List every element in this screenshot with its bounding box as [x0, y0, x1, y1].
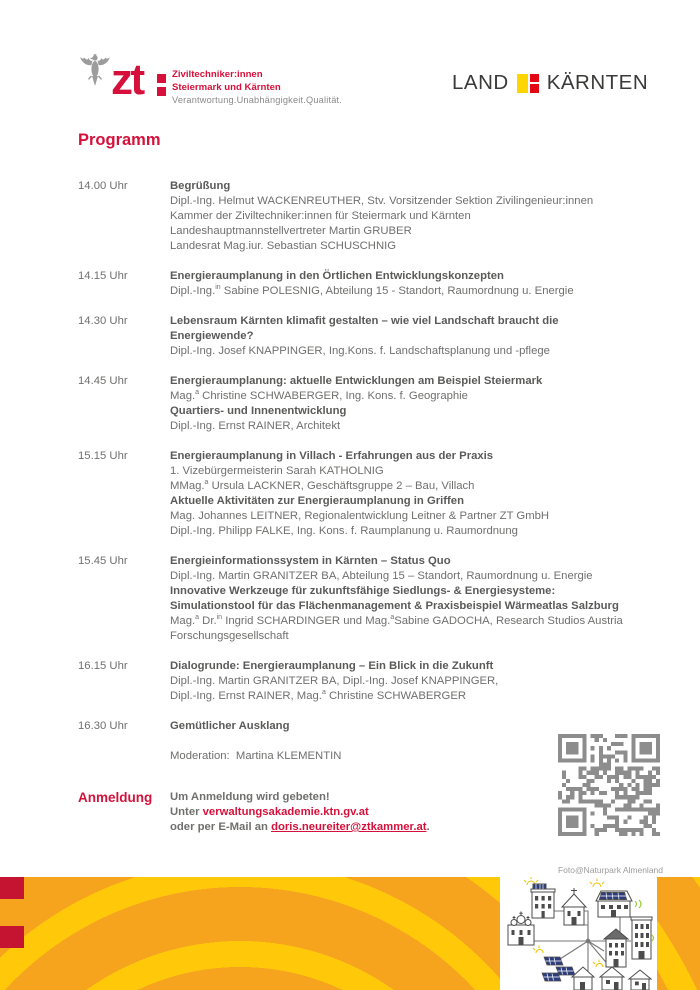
text-line: Landesrat Mag.iur. Sebastian SCHUSCHNIG: [170, 240, 397, 252]
schedule-time: 14.15 Uhr: [78, 270, 128, 282]
schedule-time: 15.45 Uhr: [78, 555, 128, 567]
schedule-row: [78, 374, 653, 434]
schedule-entry: [170, 314, 653, 359]
schedule-time: 14.45 Uhr: [78, 375, 128, 387]
schedule-row: [78, 659, 653, 704]
text-line: Aktuelle Aktivitäten zur Energieraumplanung in Griffen: [170, 495, 464, 507]
text-line: Energieraumplanung in den Örtlichen Entwicklungskonzepten: [170, 270, 504, 282]
zt-logo-colon: [157, 74, 166, 100]
text-line: Forschungsgesellschaft: [170, 630, 289, 642]
text-line: Dipl.-Ing. Martin GRANITZER BA, Abteilung 15 – Standort, Raumordnung u. Energie: [170, 570, 593, 582]
text-line: Dipl.-Ing. Helmut WACKENREUTHER, Stv. Vorsitzender Sektion Zivilingenieur:innen: [170, 195, 594, 207]
schedule-entry: [170, 449, 653, 539]
page-title: Programm: [78, 131, 161, 149]
austrian-eagle-emblem: [78, 49, 112, 91]
link[interactable]: verwaltungsakademie.ktn.gv.at: [202, 806, 369, 818]
schedule-time: 14.30 Uhr: [78, 315, 128, 327]
photo-credit: Foto@Naturpark Almenland: [557, 865, 663, 875]
text-line: Um Anmeldung wird gebeten!: [170, 791, 330, 803]
text-line: Mag. Johannes LEITNER, Regionalentwicklung Leitner & Partner ZT GmbH: [170, 510, 550, 522]
text-line: Dipl.-Ing.$^{in}$ Sabine POLESNIG, Abteilung 15 - Standort, Raumordnung u. Energie: [170, 284, 574, 297]
kaernten-word: KÄRNTEN: [546, 71, 649, 94]
text-line: Energieraumplanung: aktuelle Entwicklungen am Beispiel Steiermark: [170, 375, 543, 387]
schedule-row: [78, 314, 653, 359]
village-energy-illustration: [500, 877, 657, 990]
link[interactable]: doris.neureiter@ztkammer.at: [271, 821, 427, 833]
schedule-row: [78, 449, 653, 539]
text-line: Kammer der Ziviltechniker:innen für Steiermark und Kärnten: [170, 210, 471, 222]
text-line: Unter verwaltungsakademie.ktn.gv.at: [170, 806, 369, 818]
text-line: 1. Vizebürgermeisterin Sarah KATHOLNIG: [170, 465, 384, 477]
text-line: Gemütlicher Ausklang: [170, 720, 290, 732]
schedule-row: [78, 719, 653, 734]
text-line: Energieraumplanung in Villach - Erfahrungen aus der Praxis: [170, 450, 494, 462]
text-line: Innovative Werkzeuge für zukunftsfähige Siedlungs- & Energiesysteme:: [170, 585, 556, 597]
text-line: oder per E-Mail an doris.neureiter@ztkammer.at.: [170, 821, 430, 833]
schedule-entry: [170, 269, 653, 299]
zt-logo: zt: [111, 55, 143, 104]
zt-logo-textblock: [172, 70, 342, 106]
schedule-entry: [170, 374, 653, 434]
schedule-row: [78, 179, 653, 254]
schedule-entry: [170, 719, 653, 734]
land-word: LAND: [452, 71, 509, 94]
text-line: Dipl.-Ing. Ernst RAINER, Mag.$^a$ Christine SCHWABERGER: [170, 689, 467, 702]
banner-red-square: [0, 926, 24, 948]
schedule-time: 15.15 Uhr: [78, 450, 128, 462]
banner-red-square: [0, 877, 24, 899]
text-line: Quartiers- und Innenentwicklung: [170, 405, 347, 417]
schedule-time: 16.15 Uhr: [78, 660, 128, 672]
land-kaernten-logo: [452, 71, 648, 95]
text-line: Begrüßung: [170, 180, 231, 192]
text-line: Landeshauptmannstellvertreter Martin GRUBER: [170, 225, 412, 237]
text-line: Dipl.-Ing. Josef KNAPPINGER, Ing.Kons. f. Landschaftsplanung und -pflege: [170, 345, 550, 357]
text-line: Dipl.-Ing. Martin GRANITZER BA, Dipl.-Ing. Josef KNAPPINGER,: [170, 675, 499, 687]
text-line: Energiewende?: [170, 330, 254, 342]
registration-label: Anmeldung: [78, 790, 153, 805]
text-line: Mag.$^a$ Dr.$^{in}$ Ingrid SCHARDINGER und Mag.$^a$Sabine GADOCHA, Research Studios Austria: [170, 614, 623, 627]
schedule-row: [78, 269, 653, 299]
text-line: MMag.$^a$ Ursula LACKNER, Geschäftsgruppe 2 – Bau, Villach: [170, 479, 475, 492]
text-line: Simulationstool für das Flächenmanagement & Praxisbeispiel Wärmeatlas Salzburg: [170, 600, 619, 612]
schedule-time: [78, 749, 170, 764]
zt-tagline: Verantwortung.Unabhängigkeit.Qualität.: [172, 95, 343, 106]
schedule-time: 14.00 Uhr: [78, 180, 128, 192]
kaernten-emblem-icon: [517, 74, 539, 93]
schedule-row: [78, 554, 653, 644]
schedule-entry: [170, 659, 653, 704]
text-line: Dipl.-Ing. Ernst RAINER, Architekt: [170, 420, 341, 432]
zt-line2: Steiermark und Kärnten: [172, 82, 281, 94]
text-line: Lebensraum Kärnten klimafit gestalten – wie viel Landschaft braucht die: [170, 315, 559, 327]
text-line: Moderation: Martina KLEMENTIN: [170, 750, 342, 762]
text-line: Mag.$^a$ Christine SCHWABERGER, Ing. Kons. f. Geographie: [170, 389, 468, 402]
zt-line1: Ziviltechniker:innen: [172, 69, 263, 80]
schedule-entry: [170, 554, 653, 644]
qr-code: [558, 734, 660, 836]
text-line: Dialogrunde: Energieraumplanung – Ein Blick in die Zukunft: [170, 660, 494, 672]
text-line: Dipl.-Ing. Philipp FALKE, Ing. Kons. f. Raumplanung u. Raumordnung: [170, 525, 518, 537]
schedule-entry: [170, 179, 653, 254]
schedule-time: 16.30 Uhr: [78, 720, 128, 732]
text-line: Energieinformationssystem in Kärnten – Status Quo: [170, 555, 451, 567]
